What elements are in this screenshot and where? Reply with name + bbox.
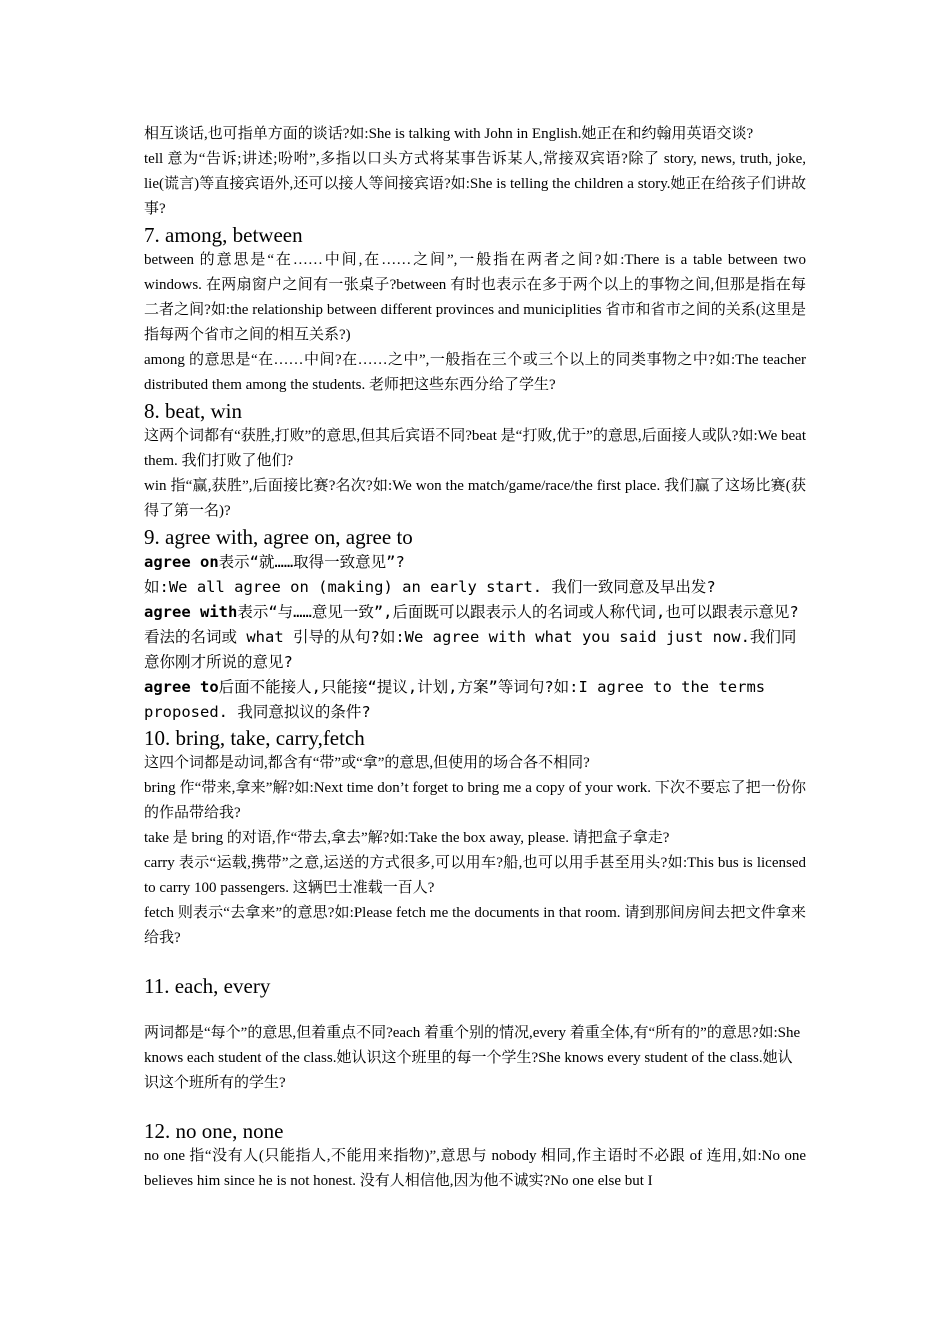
- paragraph: no one 指“没有人(只能指人,不能用来指物)”,意思与 nobody 相同,作主语时不必跟 of 连用,如:No one believes him since he is not honest. 没有人相信他,因为他不诚实?No one else but I: [144, 1148, 806, 1189]
- paragraph: bring 作“带来,拿来”解?如:Next time don’t forget to bring me a copy of your work. 下次不要忘了把一份你的作品带给我?: [144, 780, 806, 821]
- document-page: [144, 122, 806, 1194]
- paragraph: fetch 则表示“去拿来”的意思?如:Please fetch me the documents in that room. 请到那间房间去把文件拿来给我?: [144, 905, 806, 946]
- definition: 表示“与……意见一致”,后面既可以跟表示人的名词或人称代词,也可以跟表示意见?看法的名词或 what 引导的从句?如:We agree with what you said just now.我们同意你刚才所说的意见?: [144, 603, 799, 671]
- agree-with-line: [144, 600, 806, 675]
- paragraph: 相互谈话,也可指单方面的谈话?如:She is talking with John in English.她正在和约翰用英语交谈?: [144, 126, 754, 142]
- paragraph: 这两个词都有“获胜,打败”的意思,但其后宾语不同?beat 是“打败,优于”的意思,后面接人或队?如:We beat them. 我们打败了他们?: [144, 428, 806, 469]
- agree-on-line: [144, 550, 806, 575]
- paragraph: take 是 bring 的对语,作“带去,拿去”解?如:Take the box away, please. 请把盒子拿走?: [144, 830, 670, 846]
- spacer: [144, 1096, 806, 1118]
- agree-to-line: [144, 675, 806, 725]
- section-heading-9: 9. agree with, agree on, agree to: [144, 525, 413, 549]
- definition: 表示“就……取得一致意见”?: [218, 553, 405, 571]
- paragraph: tell 意为“告诉;讲述;吩咐”,多指以口头方式将某事告诉某人,常接双宾语?除了 story, news, truth, joke, lie(谎言)等直接宾语外,还可以接人等间接宾语?如:She is telling the children a story.她正在给孩子们讲故事?: [144, 151, 806, 217]
- term-agree-on: agree on: [144, 553, 219, 571]
- paragraph: 两词都是“每个”的意思,但着重点不同?each 着重个别的情况,every 着重全体,有“所有的”的意思?如:She knows each student of the class.她认识这个班里的每一个学生?She knows every student of the class.她认识这个班所有的学生?: [144, 1025, 801, 1091]
- section-heading-10: 10. bring, take, carry,fetch: [144, 726, 365, 750]
- term-agree-with: agree with: [144, 603, 238, 621]
- paragraph: 这四个词都是动词,都含有“带”或“拿”的意思,但使用的场合各不相同?: [144, 755, 590, 771]
- paragraph: carry 表示“运载,携带”之意,运送的方式很多,可以用车?船,也可以用手甚至用头?如:This bus is licensed to carry 100 passengers. 这辆巴士准载一百人?: [144, 855, 806, 896]
- section-heading-7: 7. among, between: [144, 223, 303, 247]
- spacer: [144, 999, 806, 1021]
- section-heading-12: 12. no one, none: [144, 1119, 284, 1143]
- spacer: [144, 951, 806, 973]
- example: 如:We all agree on (making) an early start. 我们一致同意及早出发?: [144, 578, 716, 596]
- term-agree-to: agree to: [144, 678, 219, 696]
- paragraph: win 指“赢,获胜”,后面接比赛?名次?如:We won the match/game/race/the first place. 我们赢了这场比赛(获得了第一名)?: [144, 478, 806, 519]
- paragraph: among 的意思是“在……中间?在……之中”,一般指在三个或三个以上的同类事物之中?如:The teacher distributed them among the students. 老师把这些东西分给了学生?: [144, 352, 806, 393]
- paragraph: between 的意思是“在……中间,在……之间”,一般指在两者之间?如:There is a table between two windows. 在两扇窗户之间有一张桌子?between 有时也表示在多于两个以上的事物之间,但那是指在每二者之间?如:the relationship between different provinces and municiplities 省市和省市之间的关系(这里是指每两个省市之间的相互关系?): [144, 252, 806, 343]
- section-heading-8: 8. beat, win: [144, 399, 242, 423]
- section-heading-11: 11. each, every: [144, 974, 271, 998]
- definition: 后面不能接人,只能接“提议,计划,方案”等词句?如:I agree to the terms proposed. 我同意拟议的条件?: [144, 678, 766, 721]
